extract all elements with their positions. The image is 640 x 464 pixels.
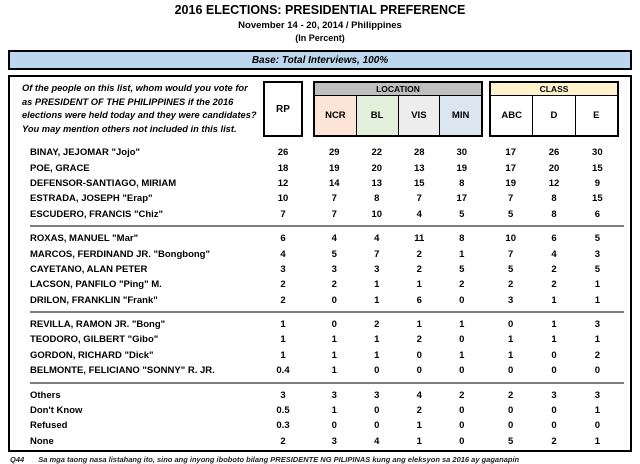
col-header-vis: VIS <box>399 96 441 135</box>
value-ncr: 7 <box>331 208 337 220</box>
value-e: 2 <box>594 349 600 361</box>
value-min: 0 <box>459 334 465 346</box>
candidate-name: POE, GRACE <box>30 162 90 174</box>
table-row <box>10 207 630 222</box>
value-abc: 7 <box>508 248 514 260</box>
location-header: LOCATION <box>315 83 481 96</box>
table-row <box>10 191 630 206</box>
value-e: 1 <box>594 405 600 417</box>
value-rp: 4 <box>280 248 286 260</box>
value-d: 0 <box>551 420 557 432</box>
value-rp: 6 <box>280 233 286 245</box>
value-rp: 1 <box>280 319 286 331</box>
value-vis: 1 <box>416 279 422 291</box>
value-min: 1 <box>459 248 465 260</box>
base-bar-text: Base: Total Interviews, 100% <box>251 54 389 66</box>
unit-note: (In Percent) <box>295 33 345 43</box>
value-rp: 0.3 <box>276 420 290 432</box>
value-abc: 17 <box>505 162 516 174</box>
value-bl: 0 <box>374 420 380 432</box>
value-vis: 1 <box>416 435 422 447</box>
value-d: 1 <box>551 294 557 306</box>
value-d: 1 <box>551 319 557 331</box>
value-rp: 2 <box>280 294 286 306</box>
value-vis: 0 <box>416 365 422 377</box>
survey-period: November 14 - 20, 2014 / Philippines <box>238 20 402 31</box>
value-bl: 1 <box>374 349 380 361</box>
separator-line <box>30 225 624 227</box>
value-d: 8 <box>551 193 557 205</box>
col-header-rp <box>263 81 303 137</box>
class-subcols <box>491 96 617 135</box>
value-abc: 0 <box>508 319 514 331</box>
value-abc: 3 <box>508 294 514 306</box>
table-row <box>10 231 630 246</box>
value-vis: 4 <box>416 389 422 401</box>
value-min: 0 <box>459 405 465 417</box>
value-ncr: 4 <box>331 233 337 245</box>
value-ncr: 29 <box>328 147 340 159</box>
value-rp: 1 <box>280 349 286 361</box>
value-ncr: 1 <box>331 365 337 377</box>
value-bl: 7 <box>374 248 380 260</box>
value-min: 0 <box>459 365 465 377</box>
table-row <box>10 348 630 363</box>
value-rp: 2 <box>280 435 286 447</box>
value-vis: 2 <box>416 405 422 417</box>
value-min: 17 <box>456 193 468 205</box>
value-d: 2 <box>551 263 557 275</box>
candidate-name: Don't Know <box>30 405 83 417</box>
value-min: 8 <box>459 177 465 189</box>
value-vis: 4 <box>416 208 422 220</box>
group-separator <box>10 308 630 317</box>
value-e: 5 <box>594 233 600 245</box>
value-min: 1 <box>459 319 465 331</box>
value-d: 4 <box>551 248 557 260</box>
value-bl: 20 <box>371 162 383 174</box>
value-ncr: 1 <box>331 334 337 346</box>
value-min: 1 <box>459 349 465 361</box>
value-e: 1 <box>594 334 600 346</box>
value-min: 8 <box>459 233 465 245</box>
value-abc: 0 <box>508 365 514 377</box>
value-vis: 0 <box>416 349 422 361</box>
value-abc: 2 <box>508 279 514 291</box>
value-abc: 5 <box>508 208 514 220</box>
value-bl: 3 <box>374 263 380 275</box>
value-rp: 10 <box>277 193 289 205</box>
preference-table <box>8 75 632 452</box>
value-min: 5 <box>459 208 465 220</box>
value-bl: 22 <box>371 147 383 159</box>
col-header-d: D <box>533 96 575 135</box>
col-header-e: E <box>576 96 617 135</box>
candidate-name: DEFENSOR-SANTIAGO, MIRIAM <box>30 177 177 189</box>
value-abc: 1 <box>508 349 514 361</box>
value-ncr: 1 <box>331 349 337 361</box>
value-d: 0 <box>551 349 557 361</box>
value-d: 2 <box>551 435 557 447</box>
question-line: Of the people on this list, whom would you vote for <box>22 83 248 93</box>
value-min: 5 <box>459 263 465 275</box>
table-row <box>10 277 630 292</box>
value-d: 0 <box>551 405 557 417</box>
value-e: 30 <box>592 147 603 159</box>
table-row <box>10 332 630 347</box>
value-abc: 2 <box>508 389 514 401</box>
table-row <box>10 145 630 160</box>
col-header-bl: BL <box>357 96 399 135</box>
value-vis: 28 <box>413 147 425 159</box>
value-rp: 2 <box>280 279 286 291</box>
table-row <box>10 387 630 402</box>
value-vis: 7 <box>416 193 422 205</box>
value-vis: 15 <box>413 177 425 189</box>
value-d: 8 <box>551 208 557 220</box>
candidate-name: Refused <box>30 420 68 432</box>
group-separator <box>10 378 630 387</box>
value-ncr: 0 <box>331 319 337 331</box>
value-min: 2 <box>459 279 465 291</box>
value-min: 19 <box>456 162 468 174</box>
value-e: 0 <box>594 420 600 432</box>
title-block <box>0 3 640 43</box>
value-rp: 18 <box>277 162 289 174</box>
value-vis: 11 <box>414 233 425 245</box>
value-bl: 1 <box>374 279 380 291</box>
value-e: 1 <box>594 279 600 291</box>
value-vis: 2 <box>416 334 422 346</box>
value-bl: 4 <box>374 435 380 447</box>
value-abc: 7 <box>508 193 514 205</box>
value-ncr: 5 <box>331 248 337 260</box>
value-min: 0 <box>459 294 465 306</box>
table-body <box>10 141 630 449</box>
table-row <box>10 434 630 449</box>
table-row <box>10 403 630 418</box>
candidate-name: ESCUDERO, FRANCIS "Chiz" <box>30 208 164 220</box>
question-text <box>22 82 264 136</box>
candidate-name: TEODORO, GILBERT "Gibo" <box>30 334 159 346</box>
table-row <box>10 418 630 433</box>
value-bl: 0 <box>374 405 380 417</box>
value-vis: 6 <box>416 294 422 306</box>
candidate-name: GORDON, RICHARD "Dick" <box>30 349 154 361</box>
value-rp: 1 <box>280 334 286 346</box>
value-abc: 19 <box>505 177 516 189</box>
table-header <box>10 77 630 141</box>
class-column-group <box>489 81 619 137</box>
class-header: CLASS <box>491 83 617 96</box>
value-abc: 0 <box>508 405 514 417</box>
candidate-name: MARCOS, FERDINAND JR. "Bongbong" <box>30 248 210 260</box>
value-bl: 3 <box>374 389 380 401</box>
value-e: 0 <box>594 365 600 377</box>
value-e: 1 <box>594 435 600 447</box>
value-ncr: 19 <box>328 162 340 174</box>
value-ncr: 3 <box>331 435 337 447</box>
value-bl: 1 <box>374 334 380 346</box>
value-bl: 1 <box>374 294 380 306</box>
value-rp: 7 <box>280 208 286 220</box>
value-e: 9 <box>594 177 600 189</box>
base-bar <box>8 50 632 70</box>
page-title: 2016 ELECTIONS: PRESIDENTIAL PREFERENCE <box>174 3 466 17</box>
value-bl: 8 <box>374 193 380 205</box>
candidate-name: ROXAS, MANUEL "Mar" <box>30 233 139 245</box>
footnote-text: Sa mga taong nasa listahang ito, sino ang inyong iboboto bilang PRESIDENTE NG PILIPINAS kung ang eleksyon sa 2016 ay gaganapin <box>38 455 520 464</box>
table-row <box>10 293 630 308</box>
col-header-abc: ABC <box>491 96 533 135</box>
value-min: 2 <box>459 389 465 401</box>
value-ncr: 7 <box>331 193 337 205</box>
value-bl: 2 <box>374 319 380 331</box>
value-vis: 2 <box>416 263 422 275</box>
value-d: 0 <box>551 365 557 377</box>
separator-line <box>30 311 624 313</box>
value-d: 26 <box>548 147 560 159</box>
value-min: 30 <box>456 147 468 159</box>
value-bl: 0 <box>374 365 380 377</box>
table-row <box>10 262 630 277</box>
value-e: 15 <box>592 193 603 205</box>
value-abc: 17 <box>505 147 516 159</box>
table-row <box>10 317 630 332</box>
candidate-name: DRILON, FRANKLIN "Frank" <box>30 294 158 306</box>
candidate-name: None <box>30 435 54 447</box>
value-min: 0 <box>459 420 465 432</box>
value-e: 1 <box>594 294 600 306</box>
value-min: 0 <box>459 435 465 447</box>
value-e: 3 <box>594 248 600 260</box>
footnote <box>10 455 630 464</box>
table-row <box>10 246 630 261</box>
table-row <box>10 363 630 378</box>
table-row <box>10 176 630 191</box>
candidate-name: REVILLA, RAMON JR. "Bong" <box>30 319 166 331</box>
footnote-label: Q44 <box>10 455 25 464</box>
col-header-ncr: NCR <box>315 96 357 135</box>
value-ncr: 0 <box>331 294 337 306</box>
question-line: as PRESIDENT OF THE PHILIPPINES if the 2016 <box>22 96 234 107</box>
value-e: 3 <box>594 389 600 401</box>
value-e: 3 <box>594 319 600 331</box>
value-rp: 0.5 <box>276 405 290 417</box>
value-e: 15 <box>592 162 603 174</box>
value-ncr: 3 <box>331 263 337 275</box>
value-vis: 13 <box>413 162 425 174</box>
location-column-group <box>313 81 483 137</box>
value-abc: 5 <box>508 263 514 275</box>
value-rp: 3 <box>280 389 286 401</box>
candidate-name: LACSON, PANFILO "Ping" M. <box>30 279 162 291</box>
value-rp: 12 <box>277 177 289 189</box>
value-abc: 0 <box>508 420 514 432</box>
value-d: 12 <box>548 177 560 189</box>
value-vis: 1 <box>416 420 422 432</box>
value-e: 5 <box>594 263 600 275</box>
value-ncr: 1 <box>331 405 337 417</box>
question-line: elections were held today and they were candidates? <box>22 110 257 121</box>
value-ncr: 0 <box>331 420 337 432</box>
value-ncr: 3 <box>331 389 337 401</box>
separator-line <box>30 382 624 384</box>
value-d: 6 <box>551 233 557 245</box>
table-row <box>10 160 630 175</box>
value-rp: 3 <box>280 263 286 275</box>
value-rp: 26 <box>277 147 289 159</box>
value-ncr: 2 <box>331 279 337 291</box>
candidate-name: Others <box>30 389 61 401</box>
value-vis: 2 <box>416 248 422 260</box>
candidate-name: BINAY, JEJOMAR "Jojo" <box>30 147 141 159</box>
value-ncr: 14 <box>328 177 340 189</box>
value-rp: 0.4 <box>276 365 290 377</box>
value-e: 6 <box>594 208 600 220</box>
col-header-rp-label: RP <box>276 103 290 115</box>
group-separator <box>10 222 630 231</box>
col-header-min: MIN <box>440 96 481 135</box>
value-abc: 10 <box>505 233 516 245</box>
question-line: You may mention others not included in this list. <box>22 123 237 134</box>
value-bl: 10 <box>371 208 383 220</box>
value-d: 2 <box>551 279 557 291</box>
value-abc: 1 <box>508 334 514 346</box>
candidate-name: ESTRADA, JOSEPH "Erap" <box>30 193 153 205</box>
value-bl: 4 <box>374 233 380 245</box>
value-d: 20 <box>548 162 560 174</box>
value-d: 1 <box>551 334 557 346</box>
candidate-name: BELMONTE, FELICIANO "SONNY" R. JR. <box>30 365 215 377</box>
value-vis: 1 <box>416 319 422 331</box>
location-subcols <box>315 96 481 135</box>
value-bl: 13 <box>371 177 383 189</box>
value-abc: 5 <box>508 435 514 447</box>
value-d: 3 <box>551 389 557 401</box>
candidate-name: CAYETANO, ALAN PETER <box>30 263 148 275</box>
